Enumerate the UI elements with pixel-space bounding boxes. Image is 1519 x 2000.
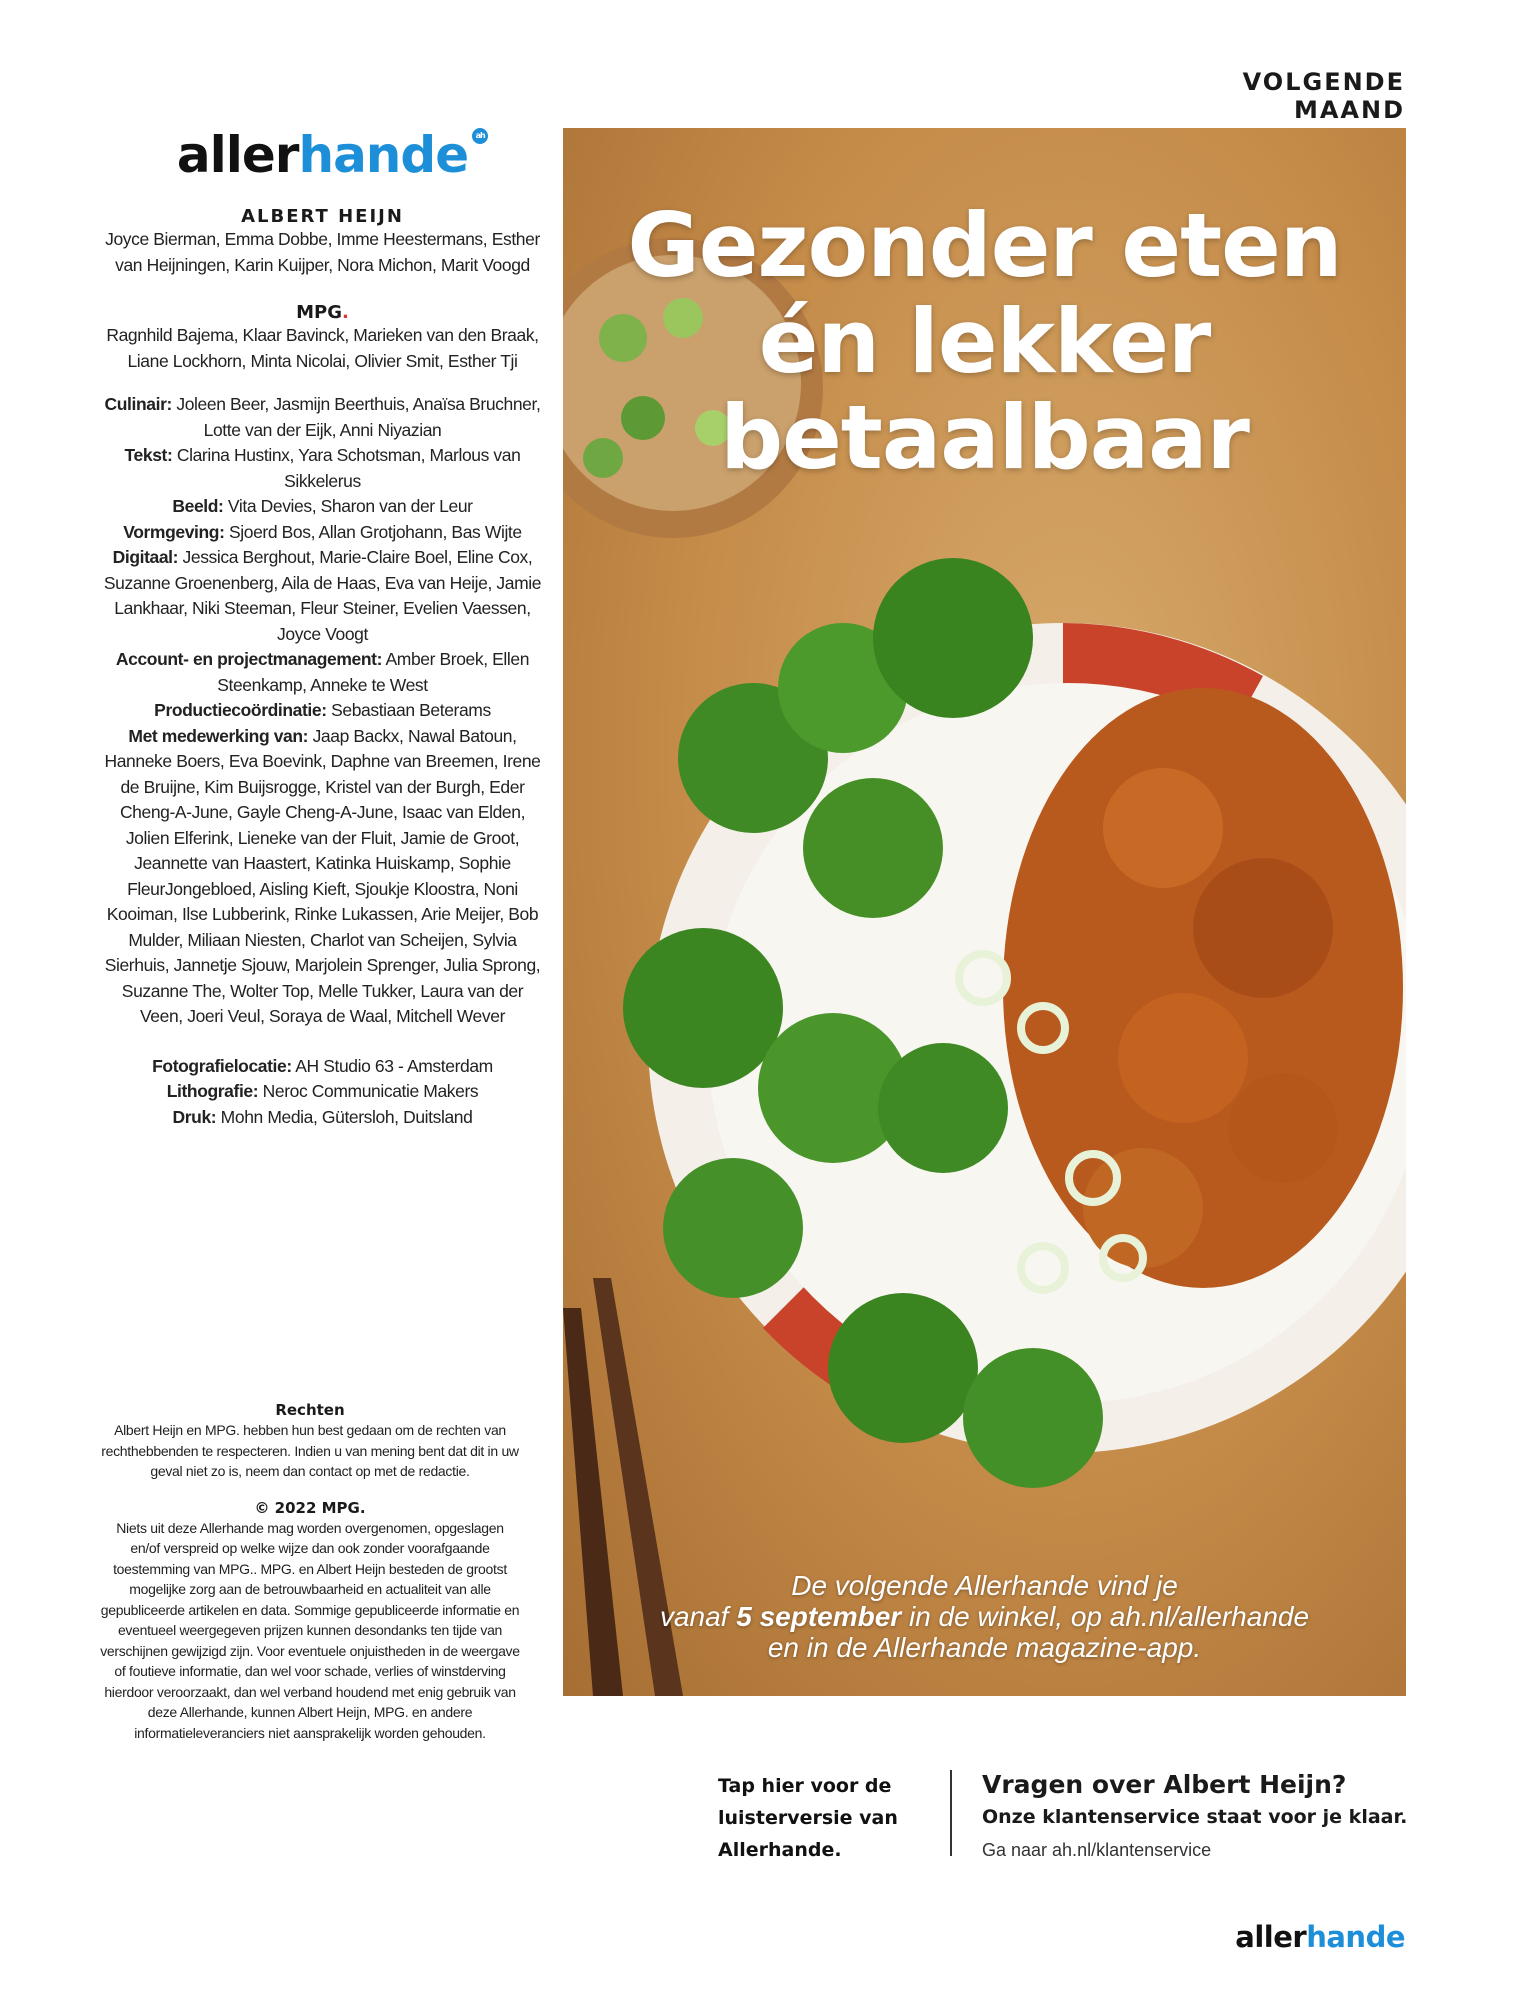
cover-photo[interactable] bbox=[563, 128, 1406, 1696]
legal-notice bbox=[100, 1400, 520, 1743]
production-druk: Druk: Mohn Media, Gütersloh, Duitsland bbox=[172, 1106, 473, 1127]
service-question: Vragen over Albert Heijn? bbox=[982, 1770, 1347, 1799]
headline-line-2: én lekker bbox=[758, 290, 1211, 393]
albert-heijn-heading: ALBERT HEIJN bbox=[241, 206, 404, 227]
mpg-heading-text: MPG bbox=[296, 302, 343, 323]
production-list bbox=[100, 1054, 545, 1131]
credit-beeld: Beeld: Vita Devies, Sharon van der Leur bbox=[172, 496, 473, 516]
glazed-chicken bbox=[1003, 688, 1403, 1288]
logo-part-aller: aller bbox=[176, 126, 299, 184]
service-subtitle: Onze klantenservice staat voor je klaar. bbox=[982, 1806, 1408, 1828]
listen-version-link[interactable]: Tap hier voor de luisterversie van Allerhande. bbox=[718, 1775, 898, 1861]
copyright-title: © 2022 MPG. bbox=[254, 1498, 366, 1517]
production-litho: Lithografie: Neroc Communicatie Makers bbox=[166, 1081, 479, 1101]
credit-vormgeving: Vormgeving: Sjoerd Bos, Allan Grotjohann, Bas Wijte bbox=[123, 521, 522, 542]
divider bbox=[950, 1770, 952, 1856]
section-tag: VOLGENDE MAAND bbox=[1145, 68, 1405, 133]
customer-service bbox=[982, 1768, 1412, 1866]
next-date: 5 september bbox=[736, 1601, 902, 1632]
credit-medewerking: Met medewerking van: Jaap Backx, Nawal Batoun, Hanneke Boers, Eva Boevink, Daphne van Breemen, Irene de Bruijne, Kim Buijsrogge, Kristel van der Burgh, Eder Cheng-A-June, Gayle Cheng-A-June, Isaac van Elden, Jolien Elferink, Lieneke van der Fluit, Jamie de Groot, Jeannette van Haastert, Katinka Huiskamp, Sophie FleurJongebloed, Aisling Kieft, Sjoukje Kloostra, Noni Kooiman, Ilse Lubberink, Rinke Lukassen, Arie Meijer, Bob Mulder, Miliaan Niesten, Charlot van Scheijen, Sylvia Sierhuis, Jannetje Sjouw, Marjolein Sprenger, Julia Sprong, Suzanne The, Wolter Top, Melle Tukker, Laura van der Veen, Joeri Veul, Soraya de Waal, Mitchell Wever bbox=[104, 725, 541, 1026]
headline-line-3: betaalbaar bbox=[720, 386, 1249, 489]
albert-heijn-names: Joyce Bierman, Emma Dobbe, Imme Heestermans, Esther van Heijningen, Karin Kuijper, Nora Michon, Marit Voogd bbox=[105, 229, 540, 275]
credit-culinair: Culinair: Joleen Beer, Jasmijn Beerthuis, Anaïsa Bruchner, Lotte van der Eijk, Anni Niyazian bbox=[104, 394, 541, 440]
ah-badge-icon: ah bbox=[472, 128, 488, 144]
rights-title: Rechten bbox=[275, 1401, 345, 1419]
credit-productie: Productiecoördinatie: Sebastiaan Beterams bbox=[154, 700, 491, 720]
colophon bbox=[100, 126, 545, 1130]
service-link[interactable]: Ga naar ah.nl/klantenservice bbox=[982, 1840, 1212, 1860]
rights-text: Albert Heijn en MPG. hebben hun best gedaan om de rechten van rechthebbenden te respecteren. Indien u van mening bent dat dit in uw geval niet zo is, neem dan contact op met de redactie. bbox=[101, 1422, 519, 1479]
footer-logo: allerhande bbox=[1235, 1920, 1405, 1954]
credit-account: Account- en projectmanagement: Amber Broek, Ellen Steenkamp, Anneke te West bbox=[115, 649, 530, 695]
copyright-text: Niets uit deze Allerhande mag worden overgenomen, opgeslagen en/of verspreid op welke wijze dan ook zonder voorafgaande toestemming van MPG.. MPG. en Albert Heijn besteden de grootst mogelijke zorg aan de betrouwbaarheid en actualiteit van alle gepubliceerde artikelen en data. Sommige gepubliceerde informatie en eventueel weergegeven prijzen kunnen desondanks ten tijde van verschijnen gewijzigd zijn. Voor eventuele onjuistheden in de weergave of foutieve informatie, dan wel voor schade, verlies of winstderving hierdoor veroorzaakt, dan wel verband houdend met enig gebruik van deze Allerhande, kunnen Albert Heijn, MPG. en andere informatieleveranciers niet aansprakelijk worden gehouden. bbox=[100, 1519, 520, 1741]
logo-part-hande: hande bbox=[298, 126, 469, 184]
credits-list bbox=[100, 392, 545, 1030]
mpg-names: Ragnhild Bajema, Klaar Bavinck, Marieken van den Braak, Liane Lockhorn, Minta Nicolai, Olivier Smit, Esther Tji bbox=[106, 325, 539, 371]
headline-line-1: Gezonder eten bbox=[627, 194, 1342, 297]
credit-tekst: Tekst: Clarina Hustinx, Yara Schotsman, Marlous van Sikkelerus bbox=[124, 445, 521, 491]
next-line-b: vanaf 5 september in de winkel, op ah.nl/allerhande bbox=[659, 1601, 1310, 1632]
next-line-c: en in de Allerhande magazine-app. bbox=[767, 1632, 1202, 1663]
production-foto: Fotografielocatie: AH Studio 63 - Amsterdam bbox=[152, 1055, 493, 1076]
mpg-dot: . bbox=[342, 302, 349, 323]
allerhande-logo bbox=[176, 126, 485, 184]
next-line-a: De volgende Allerhande vind je bbox=[791, 1570, 1178, 1601]
mpg-heading bbox=[100, 302, 545, 323]
credit-digitaal: Digitaal: Jessica Berghout, Marie-Claire Boel, Eline Cox, Suzanne Groenenberg, Aila de Haas, Eva van Heije, Jamie Lankhaar, Niki Steeman, Fleur Steiner, Evelien Vaessen, Joyce Voogt bbox=[103, 547, 542, 644]
next-issue-info bbox=[593, 1570, 1376, 1663]
cover-headline bbox=[563, 194, 1406, 489]
